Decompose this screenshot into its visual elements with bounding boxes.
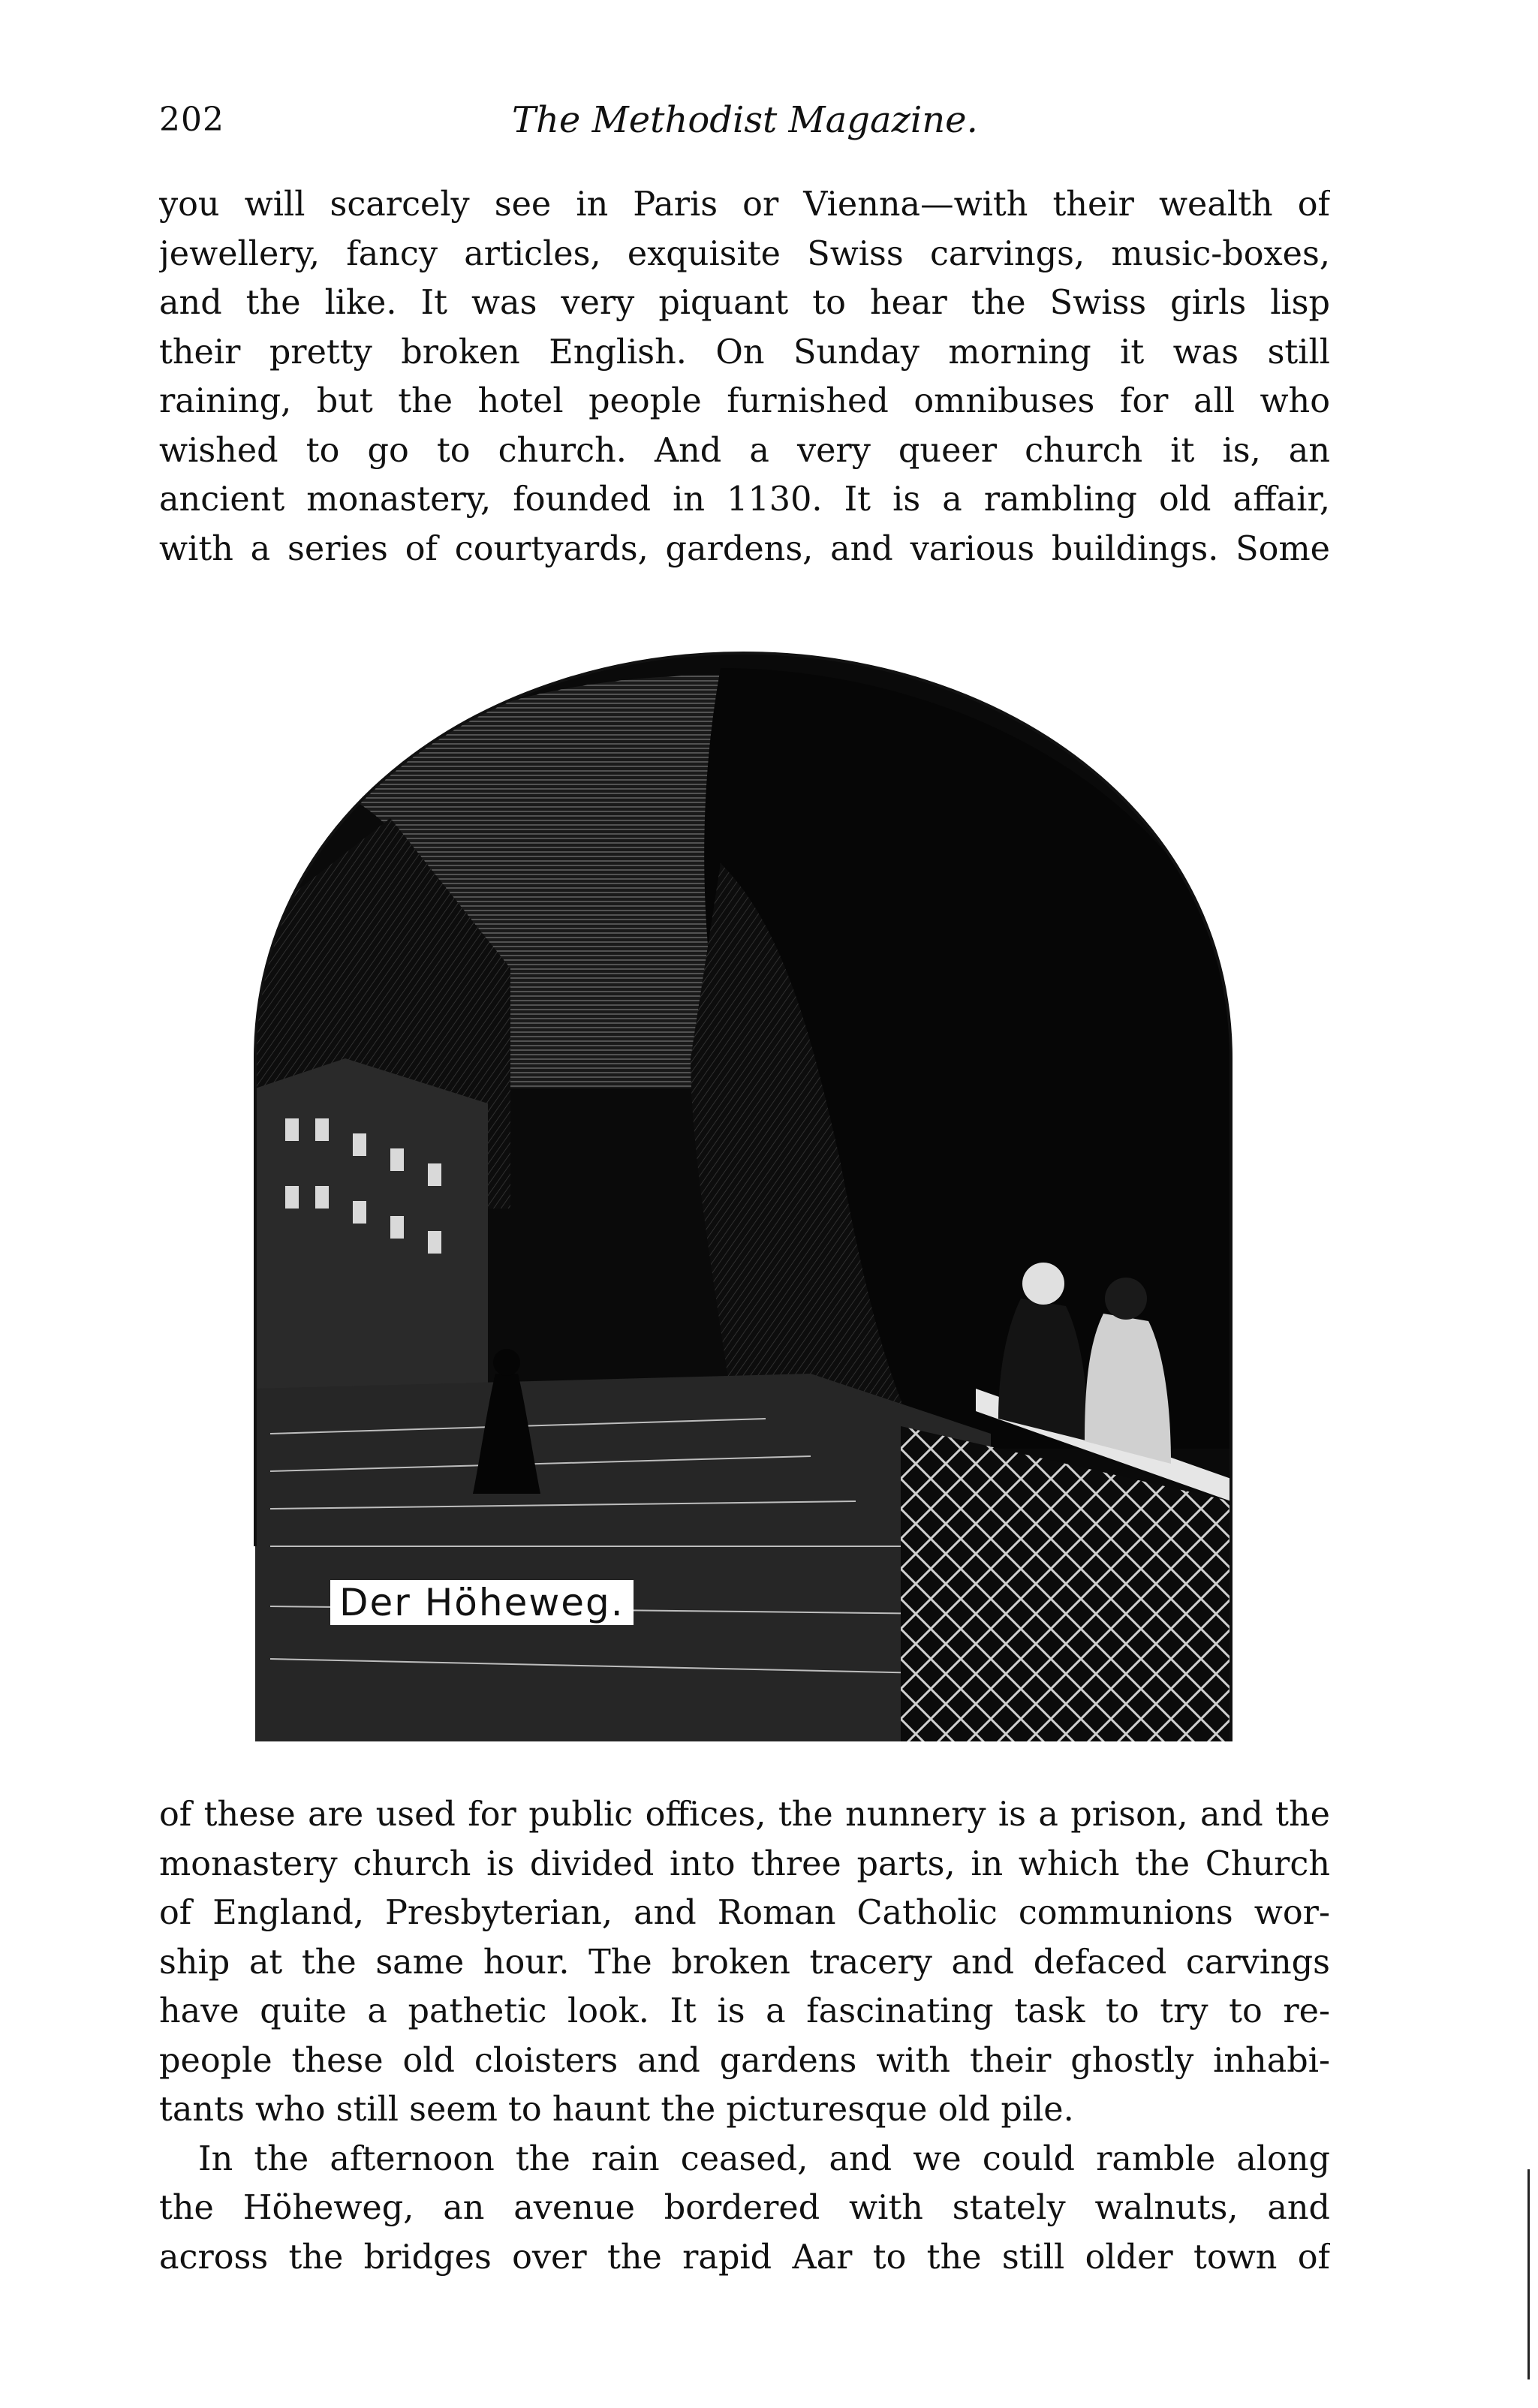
margin-rule [1527,2169,1530,2379]
text-line: tants who still seem to haunt the picturesque old pile. [159,2090,1074,2129]
text-line: and the like. It was very piquant to hear the Swiss girls lisp [159,284,1330,322]
text-line: of these are used for public offices, the nunnery is a prison, and the [159,1795,1330,1834]
text-line: wished to go to church. And a very queer church it is, an [159,431,1330,470]
text-line: ancient monastery, founded in 1130. It is a rambling old affair, [159,480,1330,519]
text-line: the Höheweg, an avenue bordered with stately walnuts, and [159,2189,1330,2227]
paragraph-top [159,180,1330,573]
text-line: raining, but the hotel people furnished omnibuses for all who [159,382,1330,420]
text-line: monastery church is divided into three parts, in which the Church [159,1844,1330,1883]
engraving-illustration [240,638,1246,1749]
text-line: people these old cloisters and gardens with their ghostly inhabi- [159,2041,1330,2080]
text-line: with a series of courtyards, gardens, and various buildings. Some [159,529,1330,568]
text-line: of England, Presbyterian, and Roman Catholic communions wor- [159,1894,1330,1932]
text-line: jewellery, fancy articles, exquisite Swiss carvings, music-boxes, [159,234,1330,273]
text-line: have quite a pathetic look. It is a fascinating task to try to re- [159,1992,1330,2030]
text-line: In the afternoon the rain ceased, and we could ramble along [198,2139,1330,2178]
text-line: across the bridges over the rapid Aar to the still older town of [159,2238,1330,2277]
page-number: 202 [159,101,224,139]
paragraph-bottom [159,1790,1330,2282]
text-line: their pretty broken English. On Sunday morning it was still [159,333,1330,372]
running-title: The Methodist Magazine. [512,99,978,141]
running-header [159,98,1330,158]
illustration-caption: Der Höheweg. [330,1580,634,1625]
text-line: ship at the same hour. The broken tracery and defaced carvings [159,1943,1330,1982]
text-line: you will scarcely see in Paris or Vienna—with their wealth of [159,185,1330,224]
